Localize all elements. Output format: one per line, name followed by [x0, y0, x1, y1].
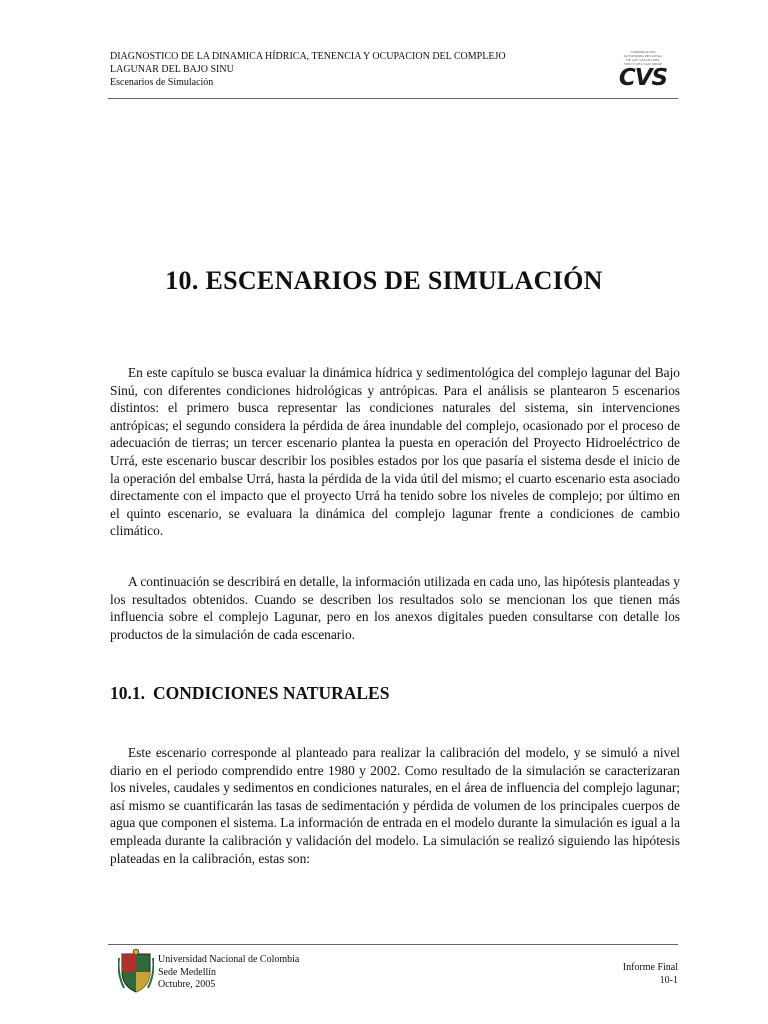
chapter-title: 10. ESCENARIOS DE SIMULACIÓN: [165, 266, 603, 295]
intro-paragraph-text: En este capítulo se busca evaluar la dinámica hídrica y sedimentológica del complejo lagunar del Bajo Sinú, con diferentes condiciones hidrológicas y antrópicas. Para el análisis se plantearon 5 escenarios distintos: el primero busca representar las condiciones naturales del sistema, sin intervenciones antrópicas; el segundo considera la pérdida de área inundable del complejo, ocasionado por el proceso de adecuación de tierras; un tercer escenario plantea la puesta en operación del Proyecto Hidroeléctrico de Urrá, este escenario buscar describir los posibles estados por los que pasaría el sistema desde el inicio de la operación del embalse Urrá, hasta la pérdida de la vida útil del mismo; el cuarto escenario esta asociado directamente con el impacto que el proyecto Urrá ha tenido sobre los niveles de complejo; por último en el quinto escenario, se evaluara la dinámica del complejo lagunar frente a condiciones de cambio climático.: [110, 365, 680, 539]
header-subtitle: Escenarios de Simulación: [110, 77, 214, 88]
cvs-logo-caption-3: DE LOS VALLES DEL: [626, 58, 660, 62]
header-title-line-2: LAGUNAR DEL BAJO SINU: [110, 64, 234, 75]
cvs-logo-text: CVS: [618, 65, 668, 91]
footer-report-label: Informe Final: [622, 962, 678, 973]
natural-conditions-paragraph-text: Este escenario corresponde al planteado para realizar la calibración del modelo, y se simuló a nivel diario en el periodo comprendido entre 1980 y 2002. Como resultado de la simulación se caracterizaran los niveles, caudales y sedimentos en condiciones naturales, en el área de influencia del complejo lagunar; así mismo se cuantificarán las tasas de sedimentación y pérdida de volumen de los principales cuerpos de agua que componen el sistema. La información de entrada en el modelo durante la simulación es igual a la empleada durante la calibración y validación del modelo. La simulación se realizó siguiendo las hipótesis plateadas en la calibración, estas son:: [110, 745, 681, 866]
cvs-logo: [612, 50, 674, 96]
footer-report-info: [623, 962, 678, 987]
university-crest-icon: [118, 948, 154, 994]
page-number: 10-1: [659, 974, 678, 986]
running-header: [110, 50, 540, 89]
section-number: 10.1.: [110, 683, 145, 703]
method-paragraph: [110, 573, 680, 643]
method-paragraph-text: A continuación se describirá en detalle, la información utilizada en cada uno, las hipótesis planteadas y los resultados obtenidos. Cuando se describen los resultados solo se mencionan los que tienen más influencia sobre el complejo Lagunar, pero en los anexos digitales pueden consultarse con detalle los productos de la simulación de cada escenario.: [110, 574, 680, 642]
cvs-logo-caption-4: SINU Y DEL SAN JORGE: [623, 62, 663, 66]
cvs-logo-caption-2: AUTONOMA REGIONAL: [623, 54, 663, 58]
section-heading: [110, 683, 389, 704]
header-title-line-1: DIAGNOSTICO DE LA DINAMICA HÍDRICA, TENENCIA Y OCUPACION DEL COMPLEJO: [110, 51, 506, 62]
natural-conditions-paragraph: [110, 744, 680, 867]
footer-rule: [108, 944, 678, 945]
header-rule: [108, 98, 678, 99]
footer-university: Universidad Nacional de Colombia: [158, 954, 300, 965]
cvs-logo-caption-1: CORPORACION: [630, 50, 656, 54]
intro-paragraph: [110, 364, 680, 540]
section-title: CONDICIONES NATURALES: [153, 683, 390, 703]
footer-date: Octubre, 2005: [158, 979, 216, 990]
footer-institution: [158, 954, 299, 992]
footer-campus: Sede Medellín: [158, 966, 217, 978]
